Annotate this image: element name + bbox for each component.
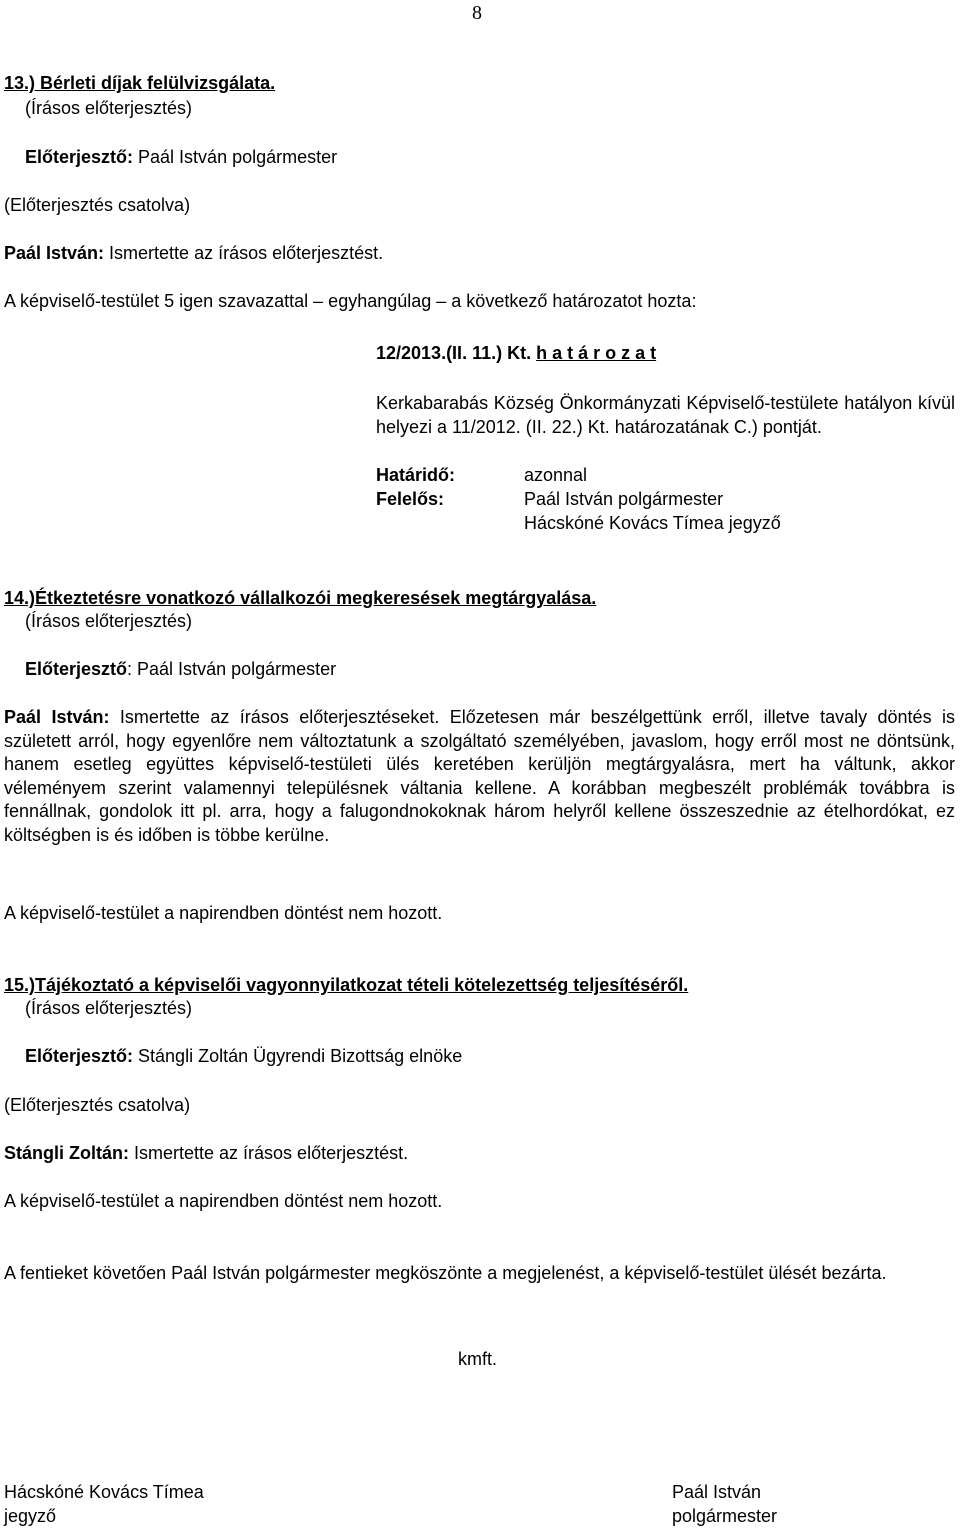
signature-left-role: jegyző bbox=[4, 1506, 57, 1526]
responsible-mayor: Paál István polgármester bbox=[524, 489, 724, 509]
section-14-speaker bbox=[4, 706, 955, 848]
speaker-text: Ismertette az írásos előterjesztést. bbox=[129, 1143, 409, 1163]
section-13-presenter bbox=[25, 146, 337, 168]
section-14-written-note: (Írásos előterjesztés) bbox=[25, 611, 193, 631]
speaker-text: Ismertette az írásos előterjesztést. bbox=[104, 243, 384, 263]
resolution-heading bbox=[376, 342, 656, 364]
presenter-value: Paál István polgármester bbox=[133, 147, 338, 167]
section-13-title: 13.) Bérleti díjak felülvizsgálata. bbox=[4, 73, 276, 93]
section-15-written-note: (Írásos előterjesztés) bbox=[25, 998, 193, 1018]
section-15-speaker bbox=[4, 1142, 408, 1164]
page-number: 8 bbox=[472, 2, 482, 24]
resolution-word: h a t á r o z a t bbox=[536, 343, 657, 363]
responsible-label: Felelős: bbox=[376, 489, 445, 509]
section-15-attached-note: (Előterjesztés csatolva) bbox=[4, 1095, 191, 1115]
closing-paragraph: A fentieket követően Paál István polgármester megköszönte a megjelenést, a képviselő-testület ülését bezárta. bbox=[4, 1263, 887, 1283]
kmft-note: kmft. bbox=[458, 1349, 497, 1369]
section-13-speaker bbox=[4, 242, 383, 264]
resolution-number: 12/2013.(II. 11.) Kt. bbox=[376, 343, 532, 363]
signature-left-name: Hácskóné Kovács Tímea bbox=[4, 1482, 204, 1502]
presenter-value: Stángli Zoltán Ügyrendi Bizottság elnöke bbox=[133, 1046, 463, 1066]
signature-right-name: Paál István bbox=[672, 1482, 762, 1502]
deadline-value: azonnal bbox=[524, 465, 588, 485]
signature-right-role: polgármester bbox=[672, 1506, 778, 1526]
responsible-notary: Hácskóné Kovács Tímea jegyző bbox=[524, 513, 781, 533]
section-15-title: 15.)Tájékoztató a képviselői vagyonnyilatkozat tételi kötelezettség teljesítéséről. bbox=[4, 975, 689, 995]
section-15-decision: A képviselő-testület a napirendben döntést nem hozott. bbox=[4, 1191, 443, 1211]
presenter-label: Előterjesztő: bbox=[25, 1046, 134, 1066]
resolution-body: Kerkabarabás Község Önkormányzati Képviselő-testülete hatályon kívül helyezi a 11/2012. (II. 22.) Kt. határozatának C.) pontját. bbox=[376, 393, 955, 437]
section-13-written-note: (Írásos előterjesztés) bbox=[25, 98, 193, 118]
speaker-label: Stángli Zoltán: bbox=[4, 1143, 129, 1163]
section-14-presenter bbox=[25, 658, 336, 680]
section-13-attached-note: (Előterjesztés csatolva) bbox=[4, 195, 191, 215]
section-13-vote: A képviselő-testület 5 igen szavazattal – egyhangúlag – a következő határozatot hozta: bbox=[4, 291, 697, 311]
section-14-decision: A képviselő-testület a napirendben döntést nem hozott. bbox=[4, 903, 443, 923]
deadline-label: Határidő: bbox=[376, 465, 456, 485]
section-14-title: 14.)Étkeztetésre vonatkozó vállalkozói megkeresések megtárgyalása. bbox=[4, 588, 597, 608]
speaker-label: Paál István: bbox=[4, 243, 105, 263]
speaker-text: Ismertette az írásos előterjesztéseket. Előzetesen már beszélgettünk erről, illetve tavaly döntés is született arról, hogy egyenlőre nem változtatunk a szolgáltató személyében, javaslom, hogy erről most ne döntsünk, hanem esetleg együttes képviselő-testületi ülés keretében kerüljön megtárgyalásra, mert ha váltunk, akkor véleményem szerint valamennyi településnek váltania kellene. A korábban megbeszélt problémák továbbra is fennállnak, gondolok itt pl. arra, hogy a falugondnokoknak három helyről kellene összeszednie az ételhordókat, ez költségben is és időben is többe kerülne. bbox=[4, 707, 955, 845]
presenter-label: Előterjesztő: bbox=[25, 147, 134, 167]
speaker-label: Paál István: bbox=[4, 707, 110, 727]
section-15-presenter bbox=[25, 1045, 462, 1067]
presenter-label: Előterjesztő bbox=[25, 659, 128, 679]
presenter-value: : Paál István polgármester bbox=[127, 659, 337, 679]
